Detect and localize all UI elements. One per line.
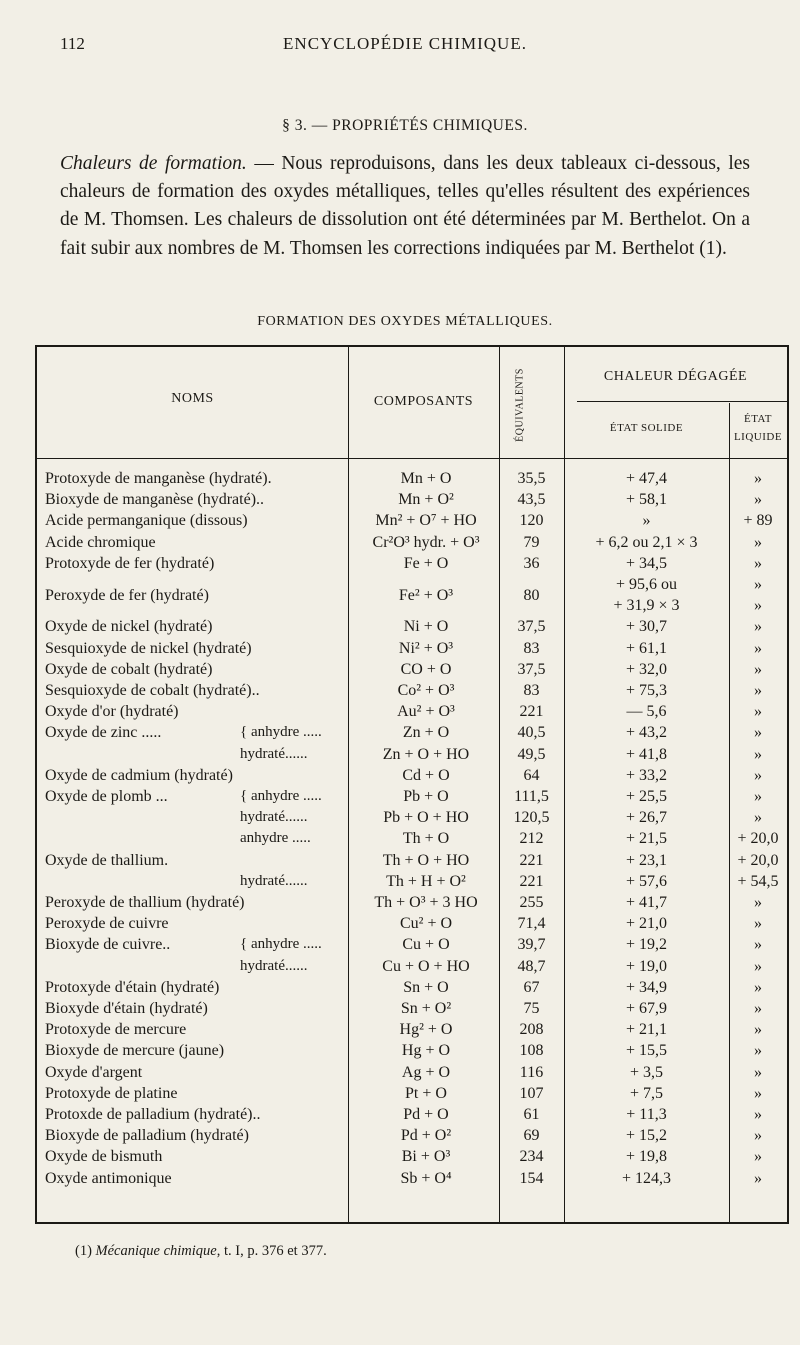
table-row bbox=[37, 1019, 787, 1040]
cell-equivalent: 154 bbox=[519, 1169, 544, 1187]
cell-subname: { anhydre ..... bbox=[240, 724, 322, 741]
cell-equivalent: 120 bbox=[519, 512, 544, 530]
cell-etat-solide: + 32,0 bbox=[625, 660, 668, 678]
table-row bbox=[37, 680, 787, 701]
cell-equivalent: 37,5 bbox=[517, 660, 546, 678]
footnote-source: Mécanique chimique bbox=[95, 1243, 217, 1259]
cell-subname: { anhydre ..... bbox=[240, 788, 322, 804]
cell-name: Peroxyde de cuivre bbox=[45, 915, 169, 933]
cell-composants: Sb + O⁴ bbox=[400, 1169, 452, 1187]
cell-etat-liquide: » bbox=[754, 1127, 762, 1145]
table-row bbox=[37, 1083, 787, 1104]
cell-equivalent: 83 bbox=[523, 639, 540, 657]
cell-name: Bioxyde d'étain (hydraté) bbox=[45, 1000, 208, 1017]
page-header bbox=[60, 34, 750, 56]
cell-etat-liquide: » bbox=[754, 554, 762, 572]
cell-etat-liquide: » bbox=[754, 576, 762, 593]
cell-etat-solide: + 41,8 bbox=[625, 745, 668, 763]
cell-equivalent: 79 bbox=[523, 533, 540, 551]
cell-etat-liquide: » bbox=[754, 1021, 762, 1039]
cell-name: Oxyde de cadmium (hydraté) bbox=[45, 766, 233, 784]
cell-name bbox=[45, 956, 345, 977]
cell-composants: Co² + O³ bbox=[397, 682, 455, 699]
cell-composants: Cr²O³ hydr. + O³ bbox=[372, 533, 480, 551]
cell-etat-solide: + 124,3 bbox=[621, 1169, 672, 1187]
cell-name bbox=[45, 871, 345, 892]
table-row bbox=[37, 701, 787, 722]
cell-name: Oxyde d'or (hydraté) bbox=[45, 703, 179, 721]
cell-etat-solide: + 7,5 bbox=[629, 1084, 664, 1102]
header-noms: NOMS bbox=[171, 391, 214, 406]
table-row bbox=[37, 765, 787, 786]
cell-equivalent: 80 bbox=[523, 586, 540, 604]
cell-composants: Fe² + O³ bbox=[398, 586, 454, 604]
cell-composants: Pt + O bbox=[405, 1084, 447, 1102]
cell-subname: hydraté...... bbox=[240, 809, 308, 826]
table-row bbox=[37, 638, 787, 659]
cell-subname: { anhydre ..... bbox=[240, 936, 322, 953]
cell-name: Peroxyde de thallium (hydraté) bbox=[45, 894, 245, 911]
cell-composants: Mn + O bbox=[400, 470, 452, 487]
cell-etat-solide: » bbox=[642, 512, 651, 530]
table-row bbox=[37, 1146, 787, 1167]
cell-equivalent: 37,5 bbox=[517, 618, 546, 636]
table-row bbox=[37, 828, 787, 849]
cell-composants: Hg² + O bbox=[399, 1021, 453, 1039]
cell-etat-solide: + 43,2 bbox=[625, 724, 668, 742]
cell-etat-liquide: » bbox=[754, 745, 762, 763]
cell-etat-liquide: + 20,0 bbox=[737, 830, 779, 848]
cell-etat-liquide: » bbox=[754, 703, 762, 721]
cell-etat-solide: + 26,7 bbox=[625, 809, 668, 827]
cell-name: Peroxyde de fer (hydraté) bbox=[45, 586, 209, 604]
cell-etat-solide: + 6,2 ou 2,1 × 3 bbox=[595, 533, 698, 551]
header-brace bbox=[577, 401, 787, 403]
cell-subname: hydraté...... bbox=[240, 957, 308, 974]
table-row bbox=[37, 574, 787, 616]
header-chaleur: CHALEUR DÉGAGÉE bbox=[603, 369, 748, 384]
cell-etat-solide: + 58,1 bbox=[625, 491, 668, 509]
cell-name: Sesquioxyde de cobalt (hydraté).. bbox=[45, 682, 260, 699]
cell-composants: Mn² + O⁷ + HO bbox=[375, 512, 477, 530]
cell-composants: Au² + O³ bbox=[397, 703, 455, 721]
cell-etat-liquide: » bbox=[754, 788, 762, 805]
intro-text: — Nous reproduisons, dans les deux tableaux ci-dessous, les chaleurs de formation des oxydes métalliques, telles qu'elles résultent des expériences de M. Thomsen. Les chaleurs de dissolution ont été déterminées par M. Berthelot. On a fait subir aux nombres de M. Thomsen les corrections indiquées par M. Berthelot (1). bbox=[60, 153, 750, 259]
table-row bbox=[37, 871, 787, 892]
table-row bbox=[37, 553, 787, 574]
cell-composants: Zn + O + HO bbox=[382, 745, 470, 763]
cell-etat-liquide: » bbox=[754, 1042, 762, 1060]
cell-etat-solide: + 3,5 bbox=[629, 1063, 664, 1081]
cell-name: Protoxyde de mercure bbox=[45, 1021, 187, 1039]
cell-composants: Th + O³ + 3 HO bbox=[374, 894, 478, 911]
cell-name: Oxyde de zinc ..... { anhydre ..... bbox=[45, 724, 322, 742]
footnote: (1) Mécanique chimique, t. I, p. 376 et 377. bbox=[75, 1243, 327, 1259]
cell-equivalent: 35,5 bbox=[517, 470, 546, 487]
cell-etat-solide: + 67,9 bbox=[625, 1000, 668, 1017]
cell-name: Protoxyde de manganèse (hydraté). bbox=[45, 470, 272, 487]
cell-name: Protoxde de palladium (hydraté).. bbox=[45, 1106, 261, 1123]
table-row bbox=[37, 998, 787, 1019]
cell-etat-liquide: » bbox=[754, 1148, 762, 1166]
cell-etat-solide: + 15,2 bbox=[625, 1127, 668, 1145]
cell-composants: Ag + O bbox=[401, 1063, 451, 1081]
cell-etat-solide: — 5,6 bbox=[626, 703, 667, 721]
cell-equivalent: 255 bbox=[519, 894, 544, 911]
cell-equivalent: 49,5 bbox=[517, 745, 546, 763]
cell-etat-liquide: » bbox=[754, 809, 762, 827]
cell-equivalent: 107 bbox=[519, 1084, 544, 1102]
cell-equivalent: 39,7 bbox=[517, 936, 546, 954]
cell-composants: Zn + O bbox=[402, 724, 450, 742]
cell-composants: Ni + O bbox=[403, 618, 449, 636]
cell-composants: Sn + O bbox=[403, 978, 449, 996]
cell-composants: Bi + O³ bbox=[401, 1148, 451, 1166]
cell-equivalent: 36 bbox=[523, 554, 540, 572]
table-row bbox=[37, 1168, 787, 1189]
cell-etat-liquide: » bbox=[754, 724, 762, 742]
intro-lead: Chaleurs de formation. bbox=[60, 153, 247, 174]
cell-composants: Pb + O bbox=[403, 788, 449, 805]
cell-etat-liquide: » bbox=[754, 533, 762, 551]
cell-equivalent: 208 bbox=[519, 1021, 544, 1039]
cell-equivalent: 69 bbox=[523, 1127, 540, 1145]
cell-etat-solide: + 61,1 bbox=[625, 639, 668, 657]
cell-name bbox=[45, 828, 345, 849]
cell-name: Sesquioxyde de nickel (hydraté) bbox=[45, 639, 252, 657]
cell-etat-liquide: » bbox=[754, 660, 762, 678]
cell-name: Bioxyde de manganèse (hydraté).. bbox=[45, 491, 265, 509]
cell-etat-solide: + 47,4 bbox=[625, 470, 668, 487]
table-row bbox=[37, 532, 787, 553]
table-row bbox=[37, 850, 787, 871]
cell-etat-solide: + 11,3 bbox=[626, 1106, 667, 1123]
cell-composants: Cu + O bbox=[402, 936, 450, 954]
cell-equivalent: 61 bbox=[523, 1106, 540, 1123]
table-row bbox=[37, 722, 787, 743]
cell-name: Oxyde de nickel (hydraté) bbox=[45, 618, 213, 636]
cell-etat-liquide: » bbox=[754, 936, 762, 954]
table-row bbox=[37, 1125, 787, 1146]
cell-etat-liquide: » bbox=[754, 957, 762, 975]
running-title: ENCYCLOPÉDIE CHIMIQUE. bbox=[283, 34, 527, 53]
cell-etat-liquide: » bbox=[754, 915, 762, 933]
cell-name: Acide chromique bbox=[45, 533, 156, 551]
cell-subname: hydraté...... bbox=[240, 872, 308, 889]
cell-etat-solide: + 34,5 bbox=[625, 554, 668, 572]
cell-equivalent: 64 bbox=[523, 766, 540, 784]
cell-name: Oxyde de cobalt (hydraté) bbox=[45, 660, 213, 678]
cell-etat-liquide: + 54,5 bbox=[737, 872, 779, 890]
cell-etat-solide: + 19,0 bbox=[625, 957, 668, 975]
cell-equivalent: 71,4 bbox=[517, 915, 546, 933]
cell-name: Protoxyde d'étain (hydraté) bbox=[45, 978, 220, 996]
cell-composants: Ni² + O³ bbox=[398, 639, 454, 657]
table-row bbox=[37, 616, 787, 637]
table-row bbox=[37, 1040, 787, 1061]
cell-name: Oxyde antimonique bbox=[45, 1169, 172, 1187]
cell-composants: Th + O bbox=[402, 830, 450, 848]
cell-etat-solide: + 25,5 bbox=[625, 788, 668, 805]
cell-composants: Pd + O bbox=[403, 1106, 449, 1123]
cell-composants: Cu + O + HO bbox=[382, 957, 470, 975]
cell-equivalent: 120,5 bbox=[513, 809, 550, 827]
cell-name: Oxyde d'argent bbox=[45, 1063, 143, 1081]
cell-etat-solide: + 41,7 bbox=[625, 894, 668, 911]
cell-etat-solide: + 21,5 bbox=[625, 830, 668, 848]
cell-equivalent: 221 bbox=[519, 703, 544, 721]
table-row bbox=[37, 913, 787, 934]
cell-etat-liquide: » bbox=[754, 618, 762, 636]
cell-etat-solide: + 23,1 bbox=[625, 851, 668, 869]
header-equivalents: ÉQUIVALENTS bbox=[514, 368, 526, 442]
cell-etat-solide: + 19,8 bbox=[625, 1148, 668, 1166]
cell-etat-solide: + 30,7 bbox=[625, 618, 668, 636]
table-row bbox=[37, 744, 787, 765]
cell-subname: anhydre ..... bbox=[240, 830, 311, 847]
cell-etat-solide: + 31,9 × 3 bbox=[613, 597, 680, 615]
table-row bbox=[37, 807, 787, 828]
table-row bbox=[37, 956, 787, 977]
cell-etat-liquide: » bbox=[754, 639, 762, 657]
cell-composants: Th + O + HO bbox=[382, 851, 470, 869]
cell-equivalent: 221 bbox=[519, 851, 544, 869]
cell-composants: Mn + O² bbox=[398, 491, 454, 509]
section-title: § 3. — PROPRIÉTÉS CHIMIQUES. bbox=[282, 117, 528, 134]
table-row bbox=[37, 510, 787, 531]
cell-name: Bioxyde de mercure (jaune) bbox=[45, 1042, 225, 1060]
cell-etat-liquide: » bbox=[754, 766, 762, 784]
header-etat: ÉTAT bbox=[743, 413, 772, 425]
cell-composants: Cd + O bbox=[402, 766, 450, 784]
cell-name: Bioxyde de cuivre.. { anhydre ..... bbox=[45, 936, 322, 954]
cell-composants: Pb + O + HO bbox=[383, 809, 469, 827]
cell-composants: Hg + O bbox=[401, 1042, 451, 1060]
cell-composants: Fe + O bbox=[403, 554, 449, 572]
cell-etat-liquide: » bbox=[754, 682, 762, 699]
cell-etat-liquide: » bbox=[754, 597, 762, 615]
cell-name: Protoxyde de platine bbox=[45, 1084, 178, 1102]
table-row bbox=[37, 489, 787, 510]
table-body bbox=[37, 458, 787, 1222]
cell-etat-solide: + 19,2 bbox=[625, 936, 668, 954]
cell-etat-solide: + 15,5 bbox=[625, 1042, 668, 1060]
cell-name: Oxyde de thallium. bbox=[45, 851, 169, 869]
cell-etat-solide: + 21,0 bbox=[625, 915, 668, 933]
cell-etat-solide: + 21,1 bbox=[625, 1021, 668, 1039]
cell-equivalent: 43,5 bbox=[517, 491, 546, 509]
cell-etat-solide: + 33,2 bbox=[625, 766, 668, 784]
header-etat-solide: ÉTAT SOLIDE bbox=[609, 422, 684, 434]
table-row bbox=[37, 468, 787, 489]
oxides-table bbox=[35, 345, 789, 1224]
cell-etat-liquide: » bbox=[754, 1084, 762, 1102]
cell-equivalent: 75 bbox=[523, 1000, 540, 1017]
cell-name bbox=[45, 744, 345, 765]
cell-etat-liquide: + 20,0 bbox=[737, 851, 779, 869]
cell-composants: Sn + O² bbox=[400, 1000, 452, 1017]
cell-etat-solide: + 95,6 ou bbox=[615, 576, 678, 593]
cell-etat-solide: + 75,3 bbox=[625, 682, 668, 699]
cell-etat-liquide: » bbox=[754, 470, 762, 487]
header-liquide: LIQUIDE bbox=[733, 431, 783, 443]
cell-etat-solide: + 57,6 bbox=[625, 872, 668, 890]
cell-etat-solide: + 34,9 bbox=[625, 978, 668, 996]
table-row bbox=[37, 892, 787, 913]
cell-composants: Th + H + O² bbox=[386, 872, 466, 890]
cell-equivalent: 221 bbox=[519, 872, 544, 890]
cell-composants: Pd + O² bbox=[400, 1127, 452, 1145]
cell-etat-liquide: + 89 bbox=[743, 512, 773, 530]
header-composants: COMPOSANTS bbox=[373, 394, 474, 409]
cell-etat-liquide: » bbox=[754, 1063, 762, 1081]
cell-etat-liquide: » bbox=[754, 491, 762, 509]
page-number: 112 bbox=[60, 34, 85, 53]
cell-name: Acide permanganique (dissous) bbox=[45, 512, 248, 530]
cell-etat-liquide: » bbox=[754, 1106, 762, 1123]
intro-paragraph bbox=[60, 150, 750, 263]
table-row bbox=[37, 977, 787, 998]
cell-etat-liquide: » bbox=[754, 978, 762, 996]
cell-equivalent: 48,7 bbox=[517, 957, 546, 975]
cell-composants: Cu² + O bbox=[399, 915, 453, 933]
cell-equivalent: 116 bbox=[519, 1063, 544, 1081]
table-row bbox=[37, 659, 787, 680]
cell-equivalent: 212 bbox=[519, 830, 544, 848]
table-row bbox=[37, 1062, 787, 1083]
cell-name bbox=[45, 807, 345, 828]
cell-name: Oxyde de plomb ... { anhydre ..... bbox=[45, 788, 322, 805]
cell-equivalent: 111,5 bbox=[514, 788, 549, 805]
cell-name: Oxyde de bismuth bbox=[45, 1148, 163, 1166]
cell-equivalent: 234 bbox=[519, 1148, 544, 1166]
cell-equivalent: 40,5 bbox=[517, 724, 546, 742]
cell-equivalent: 67 bbox=[523, 978, 540, 996]
cell-composants: CO + O bbox=[400, 660, 452, 678]
cell-etat-liquide: » bbox=[754, 1169, 762, 1187]
cell-name: Protoxyde de fer (hydraté) bbox=[45, 554, 215, 572]
table-row bbox=[37, 786, 787, 807]
cell-name: Bioxyde de palladium (hydraté) bbox=[45, 1127, 249, 1145]
table-row bbox=[37, 934, 787, 955]
cell-equivalent: 108 bbox=[519, 1042, 544, 1060]
table-title: FORMATION DES OXYDES MÉTALLIQUES. bbox=[257, 314, 553, 329]
cell-equivalent: 83 bbox=[523, 682, 540, 699]
table-row bbox=[37, 1104, 787, 1125]
cell-subname: hydraté...... bbox=[240, 745, 308, 762]
cell-etat-liquide: » bbox=[754, 894, 762, 911]
cell-etat-liquide: » bbox=[754, 1000, 762, 1017]
